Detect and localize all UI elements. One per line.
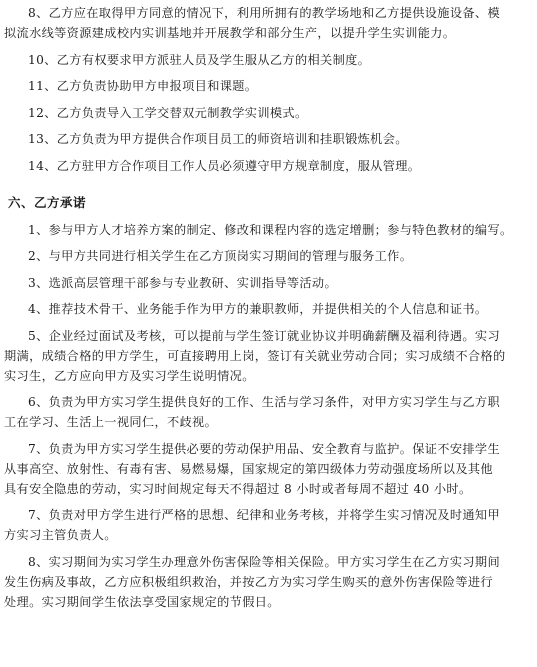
commitment-8-line-1: 8、实习期间为实习学生办理意外伤害保险等相关保险。甲方实习学生在乙方实习期间	[28, 554, 500, 569]
commitment-7a-line-1: 7、负责为甲方实习学生提供必要的劳动保护用品、安全教育与监护。保证不安排学生	[28, 441, 500, 456]
commitment-5-line-1: 5、企业经过面试及考核，可以提前与学生签订就业协议并明确薪酬及福利待遇。实习	[28, 328, 500, 343]
commitment-5-line-2: 期满，成绩合格的甲方学生，可直接聘用上岗，签订有关就业劳动合同；实习成绩不合格的	[4, 348, 506, 363]
para-14: 14、乙方驻甲方合作项目工作人员必须遵守甲方规章制度，服从管理。	[28, 158, 421, 173]
commitment-8-line-2: 发生伤病及事故，乙方应积极组织救治，并按乙方为实习学生购买的意外伤害保险等进行	[4, 574, 493, 589]
commitment-7b-line-2: 方实习主管负责人。	[4, 528, 117, 542]
commitment-7a-line-2: 从事高空、放射性、有毒有害、易燃易爆，国家规定的第四级体力劳动强度场所以及其他	[4, 461, 493, 476]
commitment-5-line-3: 实习生，乙方应向甲方及实习学生说明情况。	[4, 368, 255, 383]
para-13: 13、乙方负责为甲方提供合作项目员工的师资培训和挂职锻炼机会。	[28, 132, 408, 146]
commitment-6-line-2: 工在学习、生活上一视同仁，不歧视。	[4, 415, 218, 429]
para-11: 11、乙方负责协助甲方申报项目和课题。	[28, 79, 258, 93]
commitment-6-line-1: 6、负责为甲方实习学生提供良好的工作、生活与学习条件，对甲方实习学生与乙方职	[28, 395, 500, 409]
commitment-4: 4、推荐技术骨干、业务能手作为甲方的兼职教师，并提供相关的个人信息和证书。	[28, 302, 488, 316]
commitment-1: 1、参与甲方人才培养方案的制定、修改和课程内容的选定增删；参与特色教材的编写。	[28, 222, 513, 237]
para-12: 12、乙方负责导入工学交替双元制教学实训模式。	[28, 105, 308, 120]
commitment-8-line-3: 处理。实习期间学生依法享受国家规定的节假日。	[4, 594, 280, 609]
commitment-7a-line-3: 具有安全隐患的劳动，实习时间规定每天不得超过 8 小时或者每周不超过 40 小时。	[4, 481, 472, 496]
section-heading: 六、乙方承诺	[8, 194, 87, 210]
para-10: 10、乙方有权要求甲方派驻人员及学生服从乙方的相关制度。	[28, 52, 371, 67]
commitment-7b-line-1: 7、负责对甲方学生进行严格的思想、纪律和业务考核，并将学生实习情况及时通知甲	[28, 508, 500, 522]
commitment-2: 2、与甲方共同进行相关学生在乙方顶岗实习期间的管理与服务工作。	[28, 249, 413, 263]
para-8-line-1: 8、乙方应在取得甲方同意的情况下，利用所拥有的教学场地和乙方提供设施设备、模	[28, 6, 500, 20]
para-8-line-2: 拟流水线等资源建成校内实训基地并开展教学和部分生产，以提升学生实训能力。	[4, 26, 456, 40]
commitment-3: 3、选派高层管理干部参与专业教研、实训指导等活动。	[28, 275, 338, 290]
